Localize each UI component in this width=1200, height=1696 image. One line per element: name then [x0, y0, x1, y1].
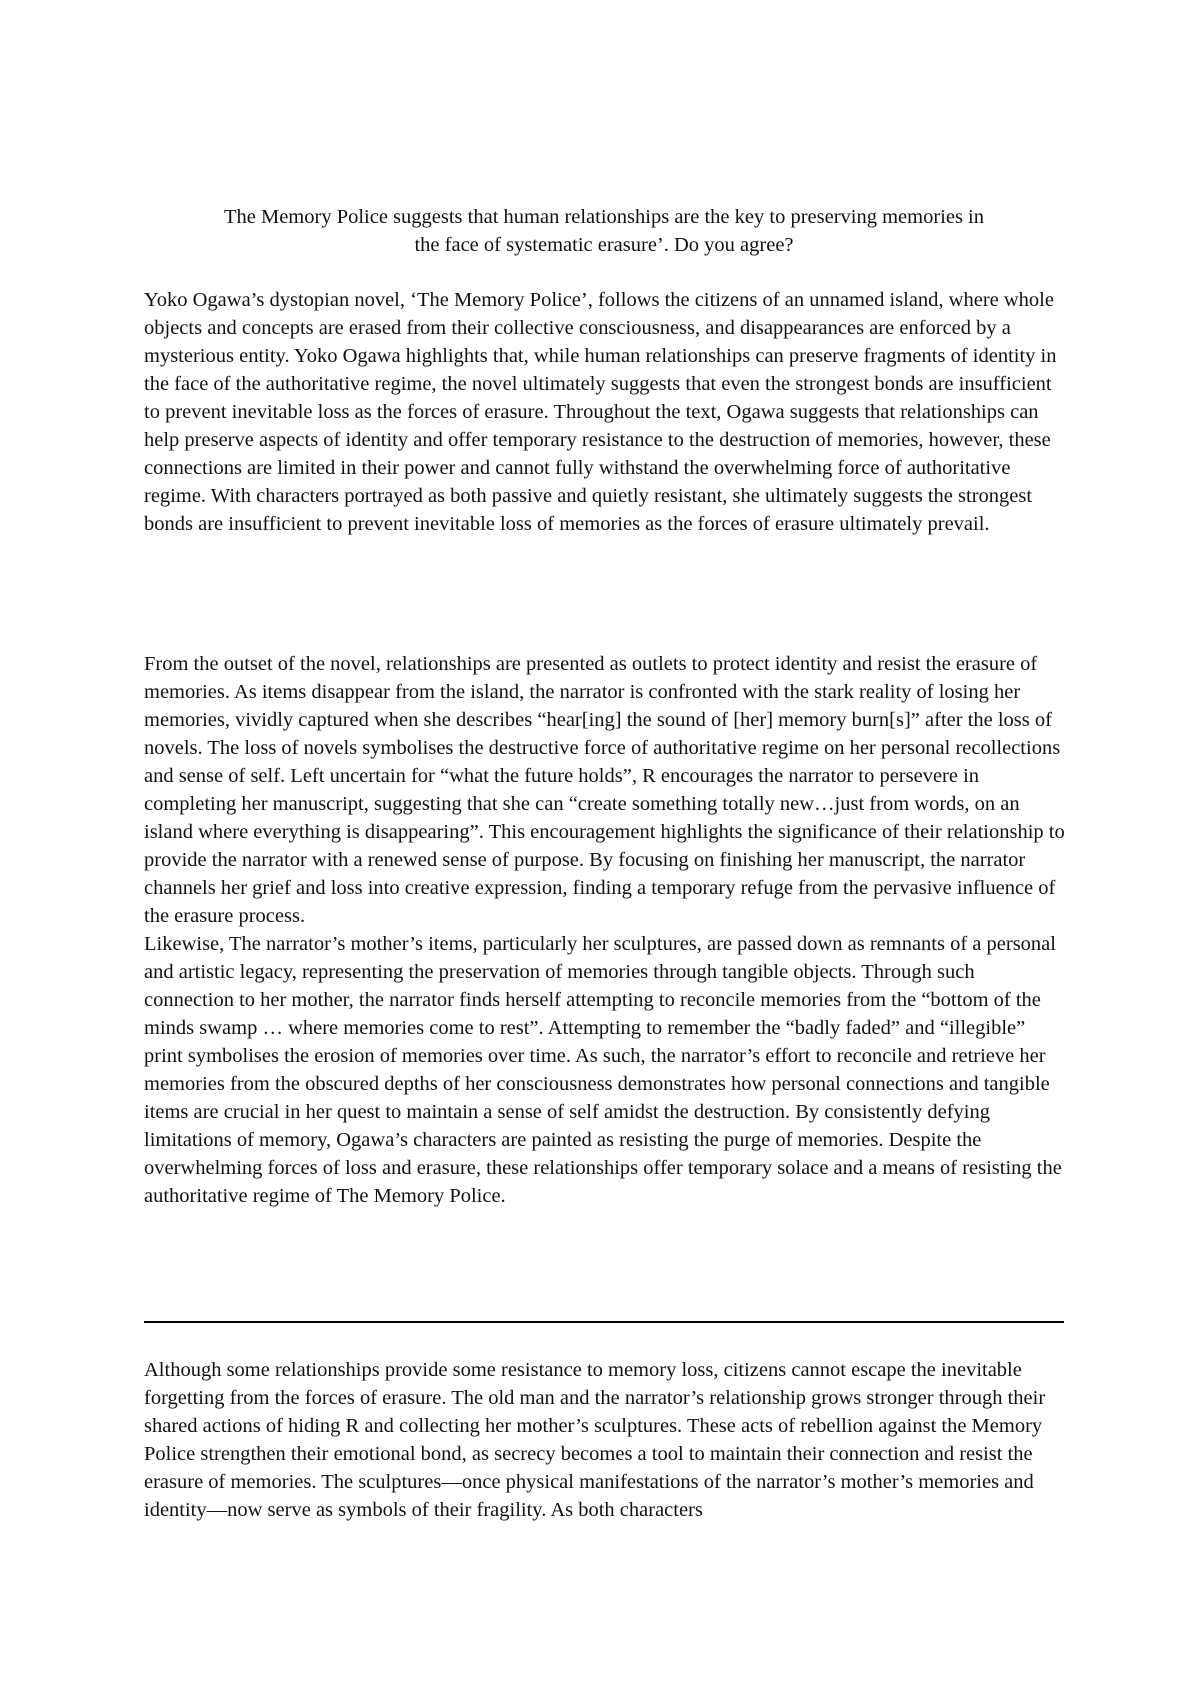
body-paragraph-1-part-b: Likewise, The narrator’s mother’s items, particularly her sculptures, are passed down as remnants of a personal and artistic legacy, representing the preservation of memories through tangible objects. Through such connection to her mother, the narrator finds herself attempting to reconcile memories from the “bottom of the minds swamp … where memories come to rest”. Attempting to remember the “badly faded” and “illegible” print symbolises the erosion of memories over time. As such, the narrator’s effort to reconcile and retrieve her memories from the obscured depths of her consciousness demonstrates how personal connections and tangible items are crucial in her quest to maintain a sense of self amidst the destruction. By consistently defying limitations of memory, Ogawa’s characters are painted as resisting the purge of memories. Despite the overwhelming forces of loss and erasure, these relationships offer temporary solace and a means of resisting the authoritative regime of The Memory Police.: [144, 933, 1062, 1207]
body-paragraph-1: [144, 650, 1069, 1210]
horizontal-rule: [144, 1321, 1064, 1323]
body-paragraph-2: Although some relationships provide some resistance to memory loss, citizens cannot escape the inevitable forgetting from the forces of erasure. The old man and the narrator’s relationship grows stronger through their shared actions of hiding R and collecting her mother’s sculptures. These acts of rebellion against the Memory Police strengthen their emotional bond, as secrecy becomes a tool to maintain their connection and resist the erasure of memories. The sculptures—once physical manifestations of the narrator’s mother’s memories and identity—now serve as symbols of their fragility. As both characters: [144, 1359, 1046, 1521]
essay-title-line-2: the face of systematic erasure’. Do you agree?: [414, 234, 794, 256]
body-paragraph-1-part-a: From the outset of the novel, relationships are presented as outlets to protect identity and resist the erasure of memories. As items disappear from the island, the narrator is confronted with the stark reality of losing her memories, vividly captured when she describes “hear[ing] the sound of [her] memory burn[s]” after the loss of novels. The loss of novels symbolises the destructive force of authoritative regime on her personal recollections and sense of self. Left uncertain for “what the future holds”, R encourages the narrator to persevere in completing her manuscript, suggesting that she can “create something totally new…just from words, on an island where everything is disappearing”. This encouragement highlights the significance of their relationship to provide the narrator with a renewed sense of purpose. By focusing on finishing her manuscript, the narrator channels her grief and loss into creative expression, finding a temporary refuge from the pervasive influence of the erasure process.: [144, 653, 1065, 927]
document-page: [144, 0, 1064, 1696]
essay-title: [144, 203, 1064, 259]
introduction-paragraph: Yoko Ogawa’s dystopian novel, ‘The Memory Police’, follows the citizens of an unnamed island, where whole objects and concepts are erased from their collective consciousness, and disappearances are enforced by a mysterious entity. Yoko Ogawa highlights that, while human relationships can preserve fragments of identity in the face of the authoritative regime, the novel ultimately suggests that even the strongest bonds are insufficient to prevent inevitable loss as the forces of erasure. Throughout the text, Ogawa suggests that relationships can help preserve aspects of identity and offer temporary resistance to the destruction of memories, however, these connections are limited in their power and cannot fully withstand the overwhelming force of authoritative regime. With characters portrayed as both passive and quietly resistant, she ultimately suggests the strongest bonds are insufficient to prevent inevitable loss of memories as the forces of erasure ultimately prevail.: [144, 289, 1057, 535]
essay-title-line-1: The Memory Police suggests that human relationships are the key to preserving memories in: [223, 206, 985, 228]
